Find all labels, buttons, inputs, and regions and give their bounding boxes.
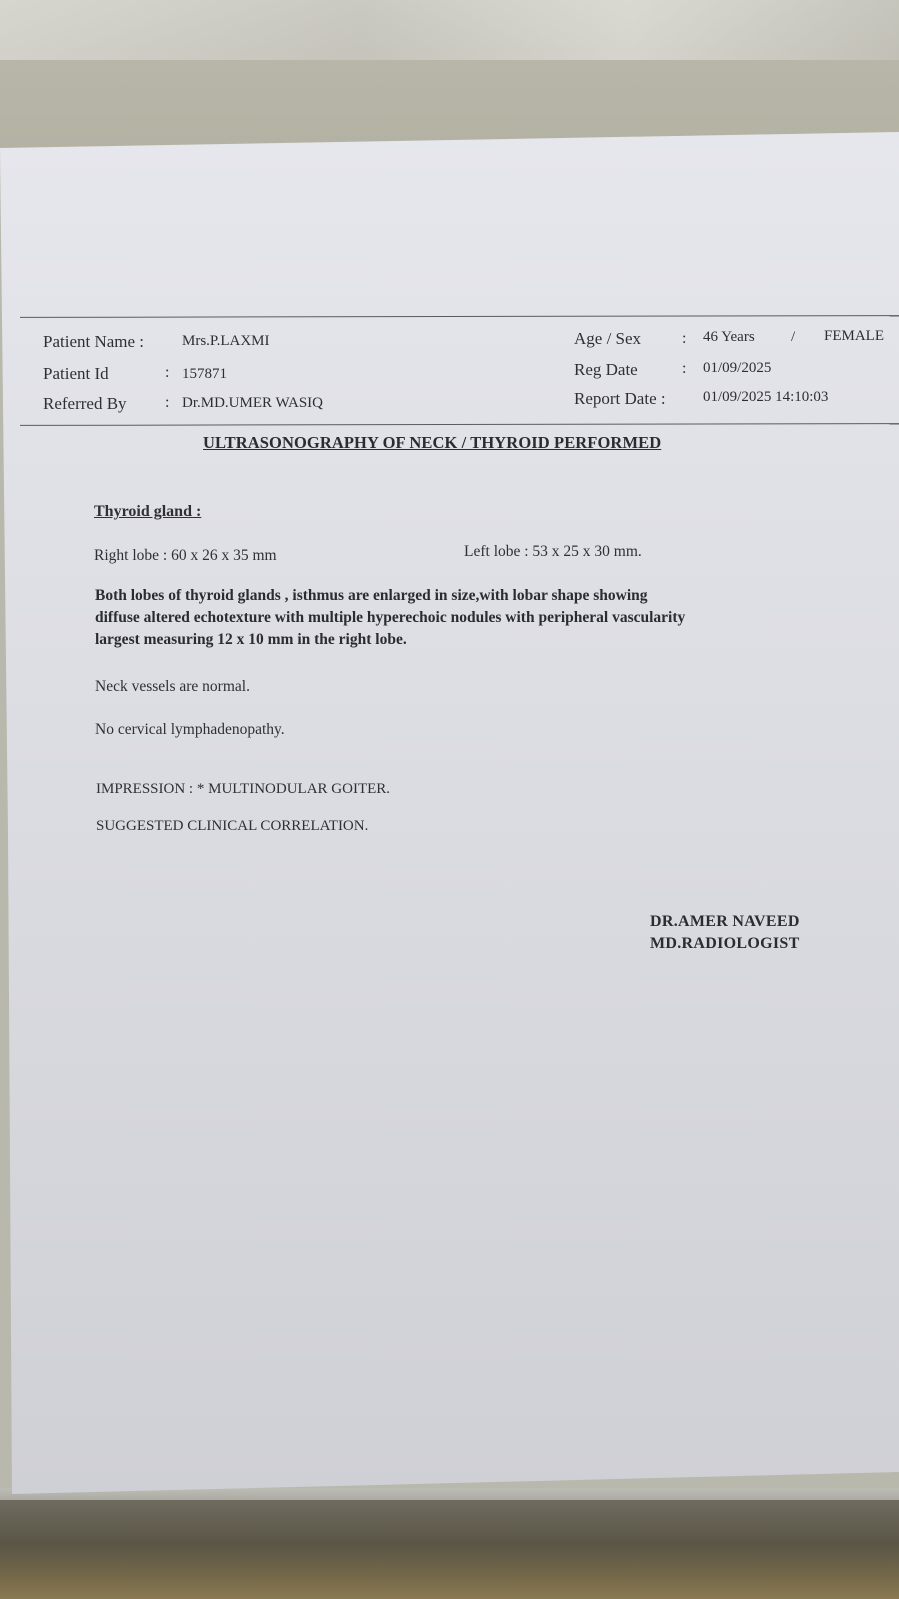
findings-line: diffuse altered echotexture with multiple hyperechoic nodules with peripheral vascularity [95, 609, 686, 626]
clinical-suggestion: SUGGESTED CLINICAL CORRELATION. [96, 818, 369, 834]
report-date-value: 01/09/2025 14:10:03 [703, 389, 829, 405]
reg-date-label: Reg Date [574, 360, 638, 379]
referred-by-colon: : [165, 394, 170, 411]
findings-line: Both lobes of thyroid glands , isthmus are enlarged in size,with lobar shape showing [95, 587, 648, 604]
referred-by-label: Referred By [43, 394, 127, 413]
referred-by-value: Dr.MD.UMER WASIQ [182, 395, 323, 411]
age-sex-separator: / [791, 329, 796, 345]
patient-name-label: Patient Name : [43, 332, 145, 351]
age-sex-colon: : [682, 330, 687, 347]
age-sex-label: Age / Sex [574, 329, 642, 348]
impression: IMPRESSION : * MULTINODULAR GOITER. [96, 781, 391, 797]
report-date-label: Report Date : [574, 389, 666, 408]
patient-id-colon: : [165, 364, 170, 381]
sex-value: FEMALE [824, 328, 884, 344]
left-lobe-measurement: Left lobe : 53 x 25 x 30 mm. [464, 543, 642, 560]
radiologist-designation: MD.RADIOLOGIST [650, 935, 800, 952]
report-title: ULTRASONOGRAPHY OF NECK / THYROID PERFORMED [203, 433, 662, 452]
findings-paragraph [95, 585, 685, 651]
patient-id-label: Patient Id [43, 364, 109, 383]
radiologist-name: DR.AMER NAVEED [650, 913, 800, 930]
reg-date-colon: : [682, 360, 687, 377]
section-heading: Thyroid gland : [94, 503, 202, 520]
background-bottom [0, 1500, 899, 1599]
reg-date-value: 01/09/2025 [703, 360, 772, 376]
lymph-node-finding: No cervical lymphadenopathy. [95, 721, 285, 738]
patient-name-value: Mrs.P.LAXMI [182, 333, 270, 349]
neck-vessels-finding: Neck vessels are normal. [95, 678, 250, 695]
patient-id-value: 157871 [182, 366, 227, 382]
right-lobe-measurement: Right lobe : 60 x 26 x 35 mm [94, 547, 277, 564]
background-top-surface [0, 0, 899, 60]
findings-line: largest measuring 12 x 10 mm in the right lobe. [95, 631, 407, 648]
age-value: 46 Years [703, 329, 755, 345]
